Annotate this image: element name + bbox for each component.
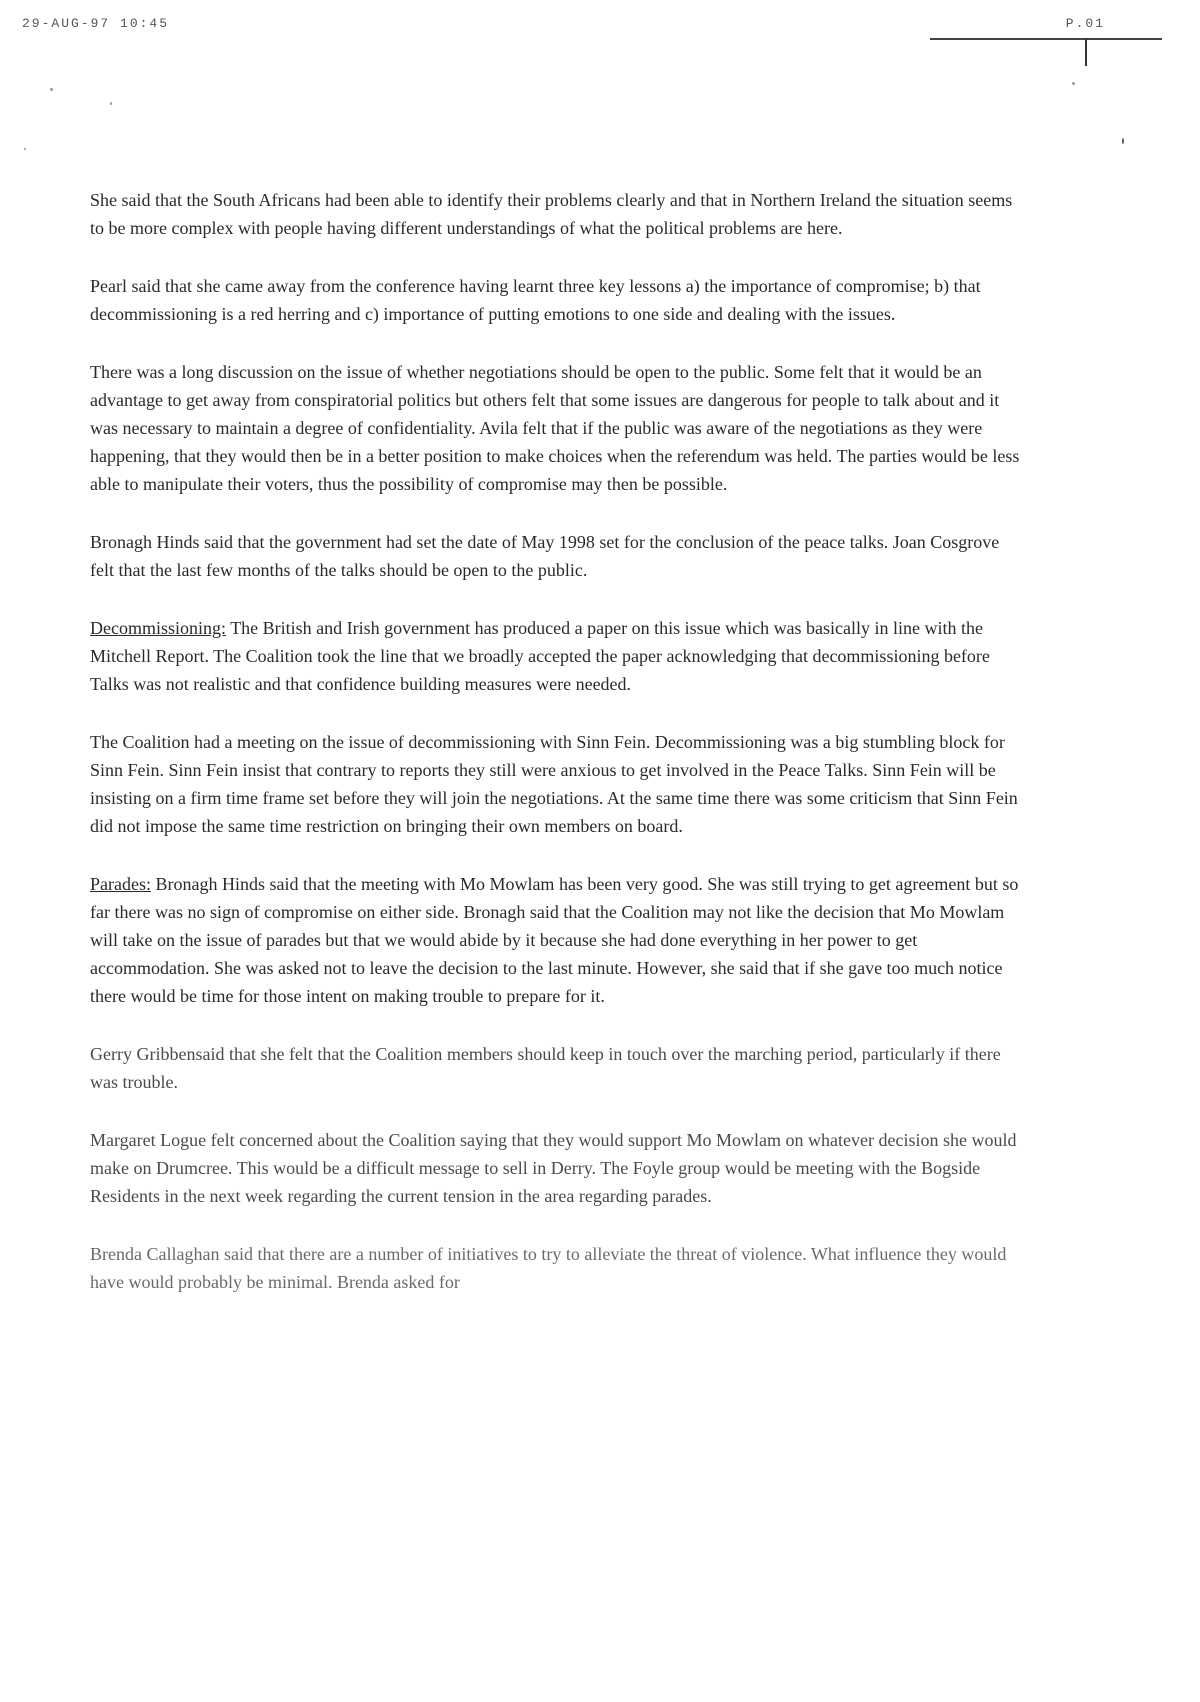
paragraph-margaret-logue: [90, 1126, 1020, 1210]
paragraph-text: Brenda Callaghan said that there are a number of initiatives to try to alleviate the threat of violence. What influence they would have would probably be minimal. Brenda asked for: [90, 1244, 1007, 1292]
scan-speck: [50, 88, 53, 91]
fax-page-number: P.01: [1065, 16, 1105, 31]
document-body: [90, 186, 1020, 1326]
paragraph-parades: [90, 870, 1020, 1010]
paragraph-text: The Coalition had a meeting on the issue of decommissioning with Sinn Fein. Decommissioning was a big stumbling block for Sinn Fein. Sinn Fein insist that contrary to reports they still were anxious to get involved in the Peace Talks. Sinn Fein will be insisting on a firm time frame set before they will join the negotiations. At the same time there was some criticism that Sinn Fein did not impose the same time restriction on bringing their own members on board.: [90, 732, 1018, 836]
scan-speck: [110, 102, 112, 105]
scan-speck: [1122, 138, 1124, 144]
paragraph-text: Gerry Gribbensaid that she felt that the Coalition members should keep in touch over the marching period, particularly if there was trouble.: [90, 1044, 1001, 1092]
scan-speck: [1072, 82, 1075, 85]
scan-speck: [24, 148, 26, 150]
paragraph-text: Margaret Logue felt concerned about the Coalition saying that they would support Mo Mowlam on whatever decision she would make on Drumcree. This would be a difficult message to sell in Derry. The Foyle group would be meeting with the Bogside Residents in the next week regarding the current tension in the area regarding parades.: [90, 1130, 1017, 1206]
paragraph-text: Bronagh Hinds said that the government had set the date of May 1998 set for the conclusion of the peace talks. Joan Cosgrove felt that the last few months of the talks should be open to the public.: [90, 532, 1000, 580]
paragraph-brenda-callaghan: [90, 1240, 1020, 1296]
paragraph-decommissioning: [90, 614, 1020, 698]
header-rule: [930, 38, 1162, 40]
paragraph-text: She said that the South Africans had been able to identify their problems clearly and that in Northern Ireland the situation seems to be more complex with people having different understandings of what the political problems are here.: [90, 190, 1013, 238]
fax-header: 29-AUG-97 10:45: [22, 16, 170, 31]
paragraph-gerry-gribben: [90, 1040, 1020, 1096]
paragraph-open-negotiations: [90, 358, 1020, 498]
paragraph-text: The British and Irish government has produced a paper on this issue which was basically in line with the Mitchell Report. The Coalition took the line that we broadly accepted the paper acknowledging that decommissioning before Talks was not realistic and that confidence building measures were needed.: [90, 618, 990, 694]
paragraph-south-africans: [90, 186, 1020, 242]
section-heading-parades: Parades:: [90, 874, 151, 894]
paragraph-text: Bronagh Hinds said that the meeting with Mo Mowlam has been very good. She was still trying to get agreement but so far there was no sign of compromise on either side. Bronagh said that the Coalition may not like the decision that Mo Mowlam will take on the issue of parades but that we would abide by it because she had done everything in her power to get accommodation. She was asked not to leave the decision to the last minute. However, she said that if she gave too much notice there would be time for those intent on making trouble to prepare for it.: [90, 874, 1019, 1006]
paragraph-pearl-lessons: [90, 272, 1020, 328]
paragraph-sinn-fein-meeting: [90, 728, 1020, 840]
header-tick-mark: [1085, 38, 1087, 66]
section-heading-decommissioning: Decommissioning:: [90, 618, 226, 638]
paragraph-peace-talks-date: [90, 528, 1020, 584]
paragraph-text: There was a long discussion on the issue of whether negotiations should be open to the public. Some felt that it would be an advantage to get away from conspiratorial politics but others felt that some issues are dangerous for people to talk about and it was necessary to maintain a degree of confidentiality. Avila felt that if the public was aware of the negotiations as they were happening, that they would then be in a better position to make choices when the referendum was held. The parties would be less able to manipulate their voters, thus the possibility of compromise may then be possible.: [90, 362, 1020, 494]
paragraph-text: Pearl said that she came away from the conference having learnt three key lessons a) the importance of compromise; b) that decommissioning is a red herring and c) importance of putting emotions to one side and dealing with the issues.: [90, 276, 981, 324]
